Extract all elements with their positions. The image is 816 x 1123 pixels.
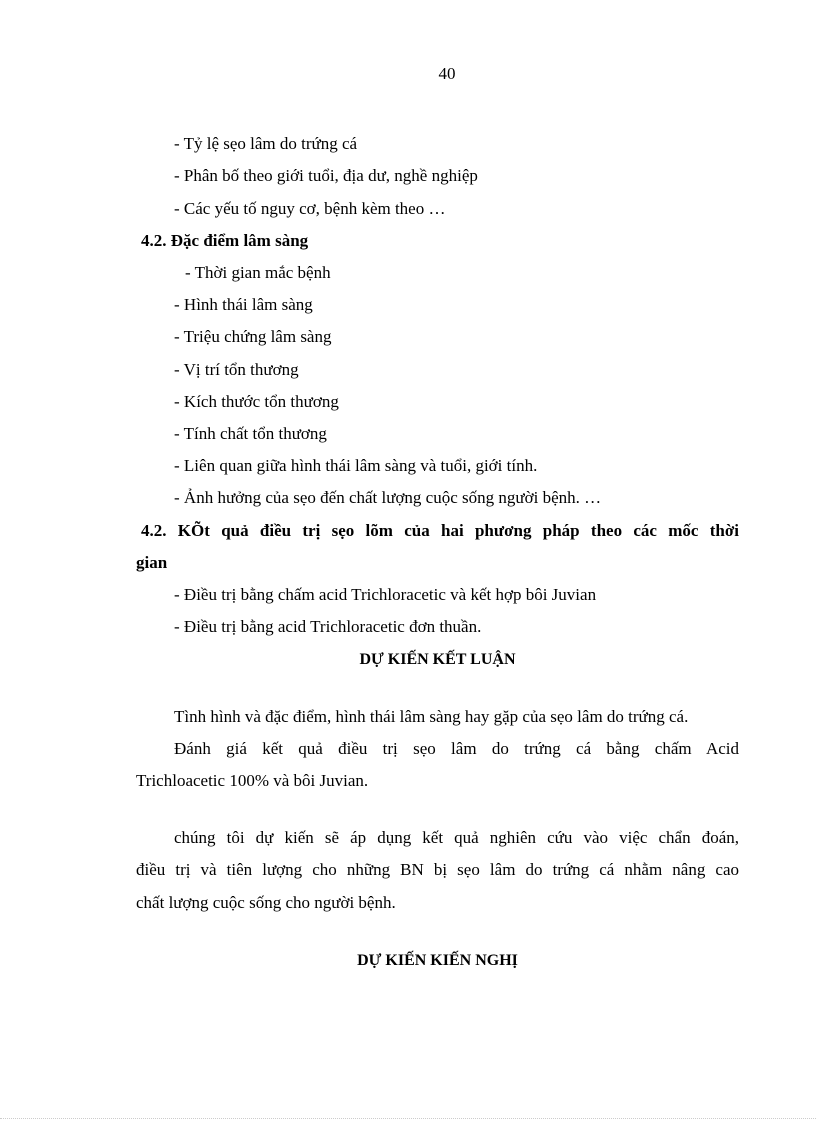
section-heading-results: 4.2. KÕt quả điều trị sẹo lõm của hai phương pháp theo các mốc thời (141, 521, 739, 540)
list-item: - Ảnh hưởng của sẹo đến chất lượng cuộc sống người bệnh. … (174, 488, 602, 507)
section-heading-clinical: 4.2. Đặc điểm lâm sàng (141, 231, 309, 250)
list-item: - Kích thước tổn thương (174, 392, 339, 411)
conclusion-paragraph-cont: điều trị và tiên lượng cho những BN bị sẹo lâm do trứng cá nhằm nâng cao (136, 860, 739, 879)
conclusion-title: DỰ KIẾN KẾT LUẬN (359, 651, 516, 668)
page-number: 40 (438, 64, 456, 83)
recommendation-title: DỰ KIẾN KIẾN NGHỊ (357, 952, 518, 969)
list-item: - Vị trí tổn thương (174, 360, 299, 379)
conclusion-paragraph-cont: chất lượng cuộc sống cho người bệnh. (136, 893, 396, 912)
list-item: - Liên quan giữa hình thái lâm sàng và tuổi, giới tính. (174, 456, 538, 475)
list-item: - Điều trị bằng acid Trichloracetic đơn thuần. (174, 617, 482, 636)
list-item: - Thời gian mắc bệnh (185, 263, 331, 282)
conclusion-paragraph-cont: Trichloacetic 100% và bôi Juvian. (136, 771, 369, 790)
list-item: - Triệu chứng lâm sàng (174, 327, 332, 346)
conclusion-paragraph: Đánh giá kết quả điều trị sẹo lâm do trứng cá bằng chấm Acid (174, 739, 739, 758)
section-heading-results-cont: gian (136, 553, 168, 572)
list-item: - Tỷ lệ sẹo lâm do trứng cá (174, 134, 358, 153)
list-item: - Phân bố theo giới tuổi, địa dư, nghề nghiệp (174, 166, 478, 185)
list-item: - Điều trị bằng chấm acid Trichloracetic và kết hợp bôi Juvian (174, 585, 597, 604)
list-item: - Hình thái lâm sàng (174, 295, 313, 314)
page-bottom-divider (0, 1118, 816, 1119)
conclusion-paragraph: chúng tôi dự kiến sẽ áp dụng kết quả nghiên cứu vào việc chẩn đoán, (174, 828, 739, 847)
list-item: - Các yếu tố nguy cơ, bệnh kèm theo … (174, 199, 446, 218)
list-item: - Tính chất tổn thương (174, 424, 327, 443)
conclusion-paragraph: Tình hình và đặc điểm, hình thái lâm sàng hay gặp của sẹo lâm do trứng cá. (174, 707, 689, 726)
